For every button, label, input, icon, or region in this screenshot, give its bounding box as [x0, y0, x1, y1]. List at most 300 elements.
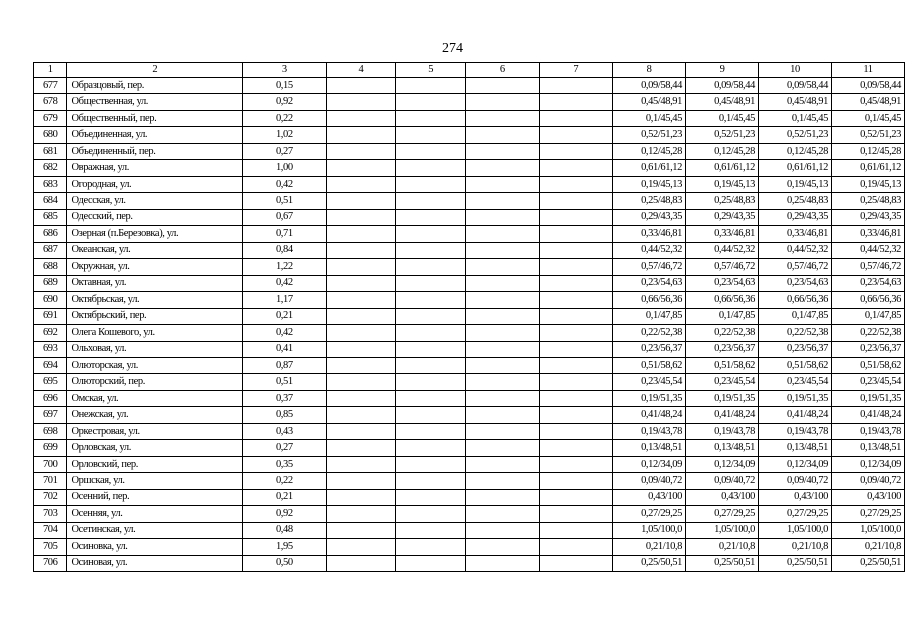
value-cell-col8: 0,19/43,78	[613, 423, 686, 439]
value-cell-col8: 0,25/48,83	[613, 193, 686, 209]
table-row	[34, 506, 905, 522]
empty-cell	[465, 357, 539, 373]
table-row	[34, 325, 905, 341]
value-cell-col8: 0,66/56,36	[613, 292, 686, 308]
header-row	[34, 63, 905, 78]
table-header	[34, 63, 905, 78]
empty-cell	[326, 78, 396, 94]
street-name-cell: Омская, ул.	[67, 390, 243, 406]
table-row	[34, 456, 905, 472]
table-row	[34, 357, 905, 373]
value-cell-col11: 0,23/56,37	[831, 341, 904, 357]
column-header-8: 8	[613, 63, 686, 78]
empty-cell	[326, 423, 396, 439]
row-number-cell: 704	[34, 522, 67, 538]
value-cell-col11: 0,19/43,78	[831, 423, 904, 439]
empty-cell	[539, 440, 613, 456]
value-cell-col9: 0,51/58,62	[686, 357, 759, 373]
length-cell: 0,42	[243, 325, 327, 341]
empty-cell	[396, 506, 466, 522]
value-cell-col11: 0,45/48,91	[831, 94, 904, 110]
empty-cell	[396, 357, 466, 373]
empty-cell	[539, 242, 613, 258]
empty-cell	[539, 193, 613, 209]
street-name-cell: Осиновка, ул.	[67, 539, 243, 555]
table-row	[34, 275, 905, 291]
length-cell: 0,85	[243, 407, 327, 423]
row-number-cell: 694	[34, 357, 67, 373]
value-cell-col9: 0,23/56,37	[686, 341, 759, 357]
table-row	[34, 127, 905, 143]
empty-cell	[465, 226, 539, 242]
street-name-cell: Оркестровая, ул.	[67, 423, 243, 439]
table-row	[34, 473, 905, 489]
value-cell-col11: 0,1/47,85	[831, 308, 904, 324]
value-cell-col8: 0,52/51,23	[613, 127, 686, 143]
value-cell-col9: 0,1/47,85	[686, 308, 759, 324]
empty-cell	[326, 325, 396, 341]
value-cell-col9: 0,13/48,51	[686, 440, 759, 456]
empty-cell	[539, 522, 613, 538]
empty-cell	[465, 275, 539, 291]
empty-cell	[396, 143, 466, 159]
value-cell-col10: 0,19/45,13	[758, 176, 831, 192]
value-cell-col8: 0,1/47,85	[613, 308, 686, 324]
empty-cell	[539, 456, 613, 472]
table-row	[34, 94, 905, 110]
empty-cell	[465, 440, 539, 456]
value-cell-col8: 0,41/48,24	[613, 407, 686, 423]
empty-cell	[396, 325, 466, 341]
table-row	[34, 308, 905, 324]
row-number-cell: 679	[34, 110, 67, 126]
street-name-cell: Образцовый, пер.	[67, 78, 243, 94]
row-number-cell: 700	[34, 456, 67, 472]
value-cell-col10: 0,09/40,72	[758, 473, 831, 489]
empty-cell	[465, 176, 539, 192]
row-number-cell: 695	[34, 374, 67, 390]
empty-cell	[465, 325, 539, 341]
street-name-cell: Осенняя, ул.	[67, 506, 243, 522]
street-name-cell: Орловская, ул.	[67, 440, 243, 456]
row-number-cell: 698	[34, 423, 67, 439]
row-number-cell: 703	[34, 506, 67, 522]
value-cell-col8: 1,05/100,0	[613, 522, 686, 538]
length-cell: 0,92	[243, 506, 327, 522]
row-number-cell: 685	[34, 209, 67, 225]
column-header-1: 1	[34, 63, 67, 78]
row-number-cell: 691	[34, 308, 67, 324]
length-cell: 0,71	[243, 226, 327, 242]
empty-cell	[396, 341, 466, 357]
row-number-cell: 682	[34, 160, 67, 176]
row-number-cell: 683	[34, 176, 67, 192]
empty-cell	[326, 193, 396, 209]
street-name-cell: Олега Кошевого, ул.	[67, 325, 243, 341]
value-cell-col11: 0,29/43,35	[831, 209, 904, 225]
value-cell-col8: 0,12/34,09	[613, 456, 686, 472]
length-cell: 0,27	[243, 143, 327, 159]
street-name-cell: Окружная, ул.	[67, 259, 243, 275]
row-number-cell: 699	[34, 440, 67, 456]
row-number-cell: 681	[34, 143, 67, 159]
street-name-cell: Океанская, ул.	[67, 242, 243, 258]
street-name-cell: Озерная (п.Березовка), ул.	[67, 226, 243, 242]
empty-cell	[465, 539, 539, 555]
value-cell-col10: 0,66/56,36	[758, 292, 831, 308]
value-cell-col10: 0,61/61,12	[758, 160, 831, 176]
empty-cell	[465, 390, 539, 406]
table-row	[34, 226, 905, 242]
value-cell-col11: 0,66/56,36	[831, 292, 904, 308]
value-cell-col10: 0,43/100	[758, 489, 831, 505]
empty-cell	[539, 226, 613, 242]
empty-cell	[465, 160, 539, 176]
empty-cell	[396, 226, 466, 242]
empty-cell	[396, 176, 466, 192]
street-name-cell: Общественный, пер.	[67, 110, 243, 126]
empty-cell	[326, 160, 396, 176]
empty-cell	[539, 94, 613, 110]
value-cell-col9: 0,29/43,35	[686, 209, 759, 225]
value-cell-col9: 0,45/48,91	[686, 94, 759, 110]
value-cell-col10: 0,27/29,25	[758, 506, 831, 522]
row-number-cell: 696	[34, 390, 67, 406]
value-cell-col11: 0,25/48,83	[831, 193, 904, 209]
street-name-cell: Общественная, ул.	[67, 94, 243, 110]
empty-cell	[326, 407, 396, 423]
street-name-cell: Ольховая, ул.	[67, 341, 243, 357]
value-cell-col9: 0,12/34,09	[686, 456, 759, 472]
empty-cell	[396, 539, 466, 555]
street-name-cell: Осенний, пер.	[67, 489, 243, 505]
value-cell-col10: 0,45/48,91	[758, 94, 831, 110]
value-cell-col9: 0,44/52,32	[686, 242, 759, 258]
value-cell-col8: 0,23/54,63	[613, 275, 686, 291]
street-name-cell: Овражная, ул.	[67, 160, 243, 176]
empty-cell	[396, 242, 466, 258]
empty-cell	[396, 423, 466, 439]
empty-cell	[396, 160, 466, 176]
column-header-10: 10	[758, 63, 831, 78]
empty-cell	[396, 456, 466, 472]
empty-cell	[326, 374, 396, 390]
column-header-7: 7	[539, 63, 613, 78]
empty-cell	[326, 390, 396, 406]
empty-cell	[326, 308, 396, 324]
empty-cell	[539, 357, 613, 373]
empty-cell	[326, 209, 396, 225]
empty-cell	[539, 78, 613, 94]
value-cell-col10: 0,52/51,23	[758, 127, 831, 143]
length-cell: 0,84	[243, 242, 327, 258]
value-cell-col11: 1,05/100,0	[831, 522, 904, 538]
street-name-cell: Одесская, ул.	[67, 193, 243, 209]
empty-cell	[539, 390, 613, 406]
street-name-cell: Олюторская, ул.	[67, 357, 243, 373]
value-cell-col9: 0,12/45,28	[686, 143, 759, 159]
length-cell: 0,22	[243, 473, 327, 489]
value-cell-col10: 0,1/45,45	[758, 110, 831, 126]
value-cell-col11: 0,33/46,81	[831, 226, 904, 242]
row-number-cell: 677	[34, 78, 67, 94]
street-name-cell: Объединенная, ул.	[67, 127, 243, 143]
empty-cell	[326, 357, 396, 373]
length-cell: 0,43	[243, 423, 327, 439]
value-cell-col11: 0,1/45,45	[831, 110, 904, 126]
column-header-3: 3	[243, 63, 327, 78]
empty-cell	[326, 489, 396, 505]
length-cell: 0,51	[243, 374, 327, 390]
empty-cell	[465, 308, 539, 324]
row-number-cell: 705	[34, 539, 67, 555]
row-number-cell: 680	[34, 127, 67, 143]
value-cell-col10: 0,13/48,51	[758, 440, 831, 456]
value-cell-col8: 0,25/50,51	[613, 555, 686, 571]
empty-cell	[396, 259, 466, 275]
value-cell-col8: 0,27/29,25	[613, 506, 686, 522]
value-cell-col11: 0,23/45,54	[831, 374, 904, 390]
value-cell-col10: 0,41/48,24	[758, 407, 831, 423]
row-number-cell: 693	[34, 341, 67, 357]
row-number-cell: 706	[34, 555, 67, 571]
empty-cell	[326, 440, 396, 456]
value-cell-col11: 0,21/10,8	[831, 539, 904, 555]
value-cell-col8: 0,33/46,81	[613, 226, 686, 242]
row-number-cell: 684	[34, 193, 67, 209]
value-cell-col11: 0,41/48,24	[831, 407, 904, 423]
value-cell-col10: 0,25/50,51	[758, 555, 831, 571]
value-cell-col10: 0,12/34,09	[758, 456, 831, 472]
length-cell: 0,48	[243, 522, 327, 538]
length-cell: 1,95	[243, 539, 327, 555]
row-number-cell: 686	[34, 226, 67, 242]
table-row	[34, 110, 905, 126]
empty-cell	[465, 456, 539, 472]
empty-cell	[539, 341, 613, 357]
length-cell: 1,00	[243, 160, 327, 176]
value-cell-col9: 0,09/58,44	[686, 78, 759, 94]
length-cell: 0,67	[243, 209, 327, 225]
table-row	[34, 522, 905, 538]
empty-cell	[396, 440, 466, 456]
length-cell: 0,50	[243, 555, 327, 571]
empty-cell	[539, 275, 613, 291]
empty-cell	[539, 308, 613, 324]
empty-cell	[326, 506, 396, 522]
street-name-cell: Осетинская, ул.	[67, 522, 243, 538]
table-row	[34, 555, 905, 571]
value-cell-col8: 0,09/40,72	[613, 473, 686, 489]
value-cell-col8: 0,23/45,54	[613, 374, 686, 390]
empty-cell	[539, 555, 613, 571]
table-row	[34, 242, 905, 258]
value-cell-col11: 0,23/54,63	[831, 275, 904, 291]
empty-cell	[326, 275, 396, 291]
table-row	[34, 176, 905, 192]
empty-cell	[396, 94, 466, 110]
empty-cell	[396, 473, 466, 489]
empty-cell	[326, 292, 396, 308]
value-cell-col11: 0,12/34,09	[831, 456, 904, 472]
empty-cell	[465, 407, 539, 423]
value-cell-col9: 0,09/40,72	[686, 473, 759, 489]
value-cell-col11: 0,19/45,13	[831, 176, 904, 192]
empty-cell	[539, 259, 613, 275]
streets-table	[33, 62, 905, 572]
empty-cell	[465, 127, 539, 143]
empty-cell	[465, 94, 539, 110]
empty-cell	[539, 374, 613, 390]
column-header-2: 2	[67, 63, 243, 78]
value-cell-col8: 0,29/43,35	[613, 209, 686, 225]
table-row	[34, 193, 905, 209]
value-cell-col11: 0,57/46,72	[831, 259, 904, 275]
length-cell: 0,41	[243, 341, 327, 357]
empty-cell	[539, 127, 613, 143]
street-name-cell: Октавная, ул.	[67, 275, 243, 291]
value-cell-col8: 0,13/48,51	[613, 440, 686, 456]
empty-cell	[326, 473, 396, 489]
value-cell-col11: 0,19/51,35	[831, 390, 904, 406]
value-cell-col11: 0,12/45,28	[831, 143, 904, 159]
length-cell: 0,87	[243, 357, 327, 373]
length-cell: 1,22	[243, 259, 327, 275]
table-row	[34, 423, 905, 439]
length-cell: 0,21	[243, 489, 327, 505]
empty-cell	[326, 341, 396, 357]
length-cell: 0,22	[243, 110, 327, 126]
value-cell-col10: 0,33/46,81	[758, 226, 831, 242]
table-row	[34, 390, 905, 406]
empty-cell	[465, 193, 539, 209]
empty-cell	[396, 292, 466, 308]
value-cell-col10: 0,23/54,63	[758, 275, 831, 291]
row-number-cell: 701	[34, 473, 67, 489]
empty-cell	[465, 209, 539, 225]
table-row	[34, 78, 905, 94]
value-cell-col9: 0,52/51,23	[686, 127, 759, 143]
empty-cell	[396, 127, 466, 143]
empty-cell	[539, 209, 613, 225]
empty-cell	[465, 341, 539, 357]
value-cell-col8: 0,19/51,35	[613, 390, 686, 406]
value-cell-col9: 0,1/45,45	[686, 110, 759, 126]
table-row	[34, 259, 905, 275]
value-cell-col11: 0,22/52,38	[831, 325, 904, 341]
empty-cell	[539, 539, 613, 555]
empty-cell	[465, 242, 539, 258]
table-row	[34, 539, 905, 555]
value-cell-col8: 0,19/45,13	[613, 176, 686, 192]
column-header-6: 6	[465, 63, 539, 78]
table-row	[34, 407, 905, 423]
table-row	[34, 143, 905, 159]
value-cell-col8: 0,44/52,32	[613, 242, 686, 258]
value-cell-col8: 0,51/58,62	[613, 357, 686, 373]
value-cell-col9: 0,66/56,36	[686, 292, 759, 308]
value-cell-col10: 0,12/45,28	[758, 143, 831, 159]
empty-cell	[465, 522, 539, 538]
length-cell: 0,42	[243, 176, 327, 192]
value-cell-col11: 0,25/50,51	[831, 555, 904, 571]
value-cell-col8: 0,09/58,44	[613, 78, 686, 94]
empty-cell	[396, 374, 466, 390]
empty-cell	[326, 522, 396, 538]
length-cell: 0,27	[243, 440, 327, 456]
value-cell-col9: 0,27/29,25	[686, 506, 759, 522]
value-cell-col9: 0,21/10,8	[686, 539, 759, 555]
value-cell-col9: 0,33/46,81	[686, 226, 759, 242]
value-cell-col10: 0,19/43,78	[758, 423, 831, 439]
empty-cell	[465, 489, 539, 505]
value-cell-col11: 0,44/52,32	[831, 242, 904, 258]
value-cell-col8: 0,45/48,91	[613, 94, 686, 110]
value-cell-col10: 1,05/100,0	[758, 522, 831, 538]
value-cell-col9: 0,25/50,51	[686, 555, 759, 571]
empty-cell	[326, 226, 396, 242]
value-cell-col10: 0,22/52,38	[758, 325, 831, 341]
column-header-4: 4	[326, 63, 396, 78]
empty-cell	[396, 209, 466, 225]
empty-cell	[396, 522, 466, 538]
row-number-cell: 702	[34, 489, 67, 505]
street-name-cell: Оршская, ул.	[67, 473, 243, 489]
empty-cell	[396, 407, 466, 423]
empty-cell	[396, 489, 466, 505]
table-row	[34, 209, 905, 225]
table-row	[34, 160, 905, 176]
value-cell-col11: 0,13/48,51	[831, 440, 904, 456]
value-cell-col11: 0,09/58,44	[831, 78, 904, 94]
value-cell-col10: 0,23/45,54	[758, 374, 831, 390]
street-name-cell: Огородная, ул.	[67, 176, 243, 192]
row-number-cell: 692	[34, 325, 67, 341]
street-name-cell: Одесский, пер.	[67, 209, 243, 225]
length-cell: 0,92	[243, 94, 327, 110]
value-cell-col10: 0,57/46,72	[758, 259, 831, 275]
value-cell-col11: 0,52/51,23	[831, 127, 904, 143]
value-cell-col11: 0,09/40,72	[831, 473, 904, 489]
row-number-cell: 697	[34, 407, 67, 423]
row-number-cell: 689	[34, 275, 67, 291]
value-cell-col8: 0,21/10,8	[613, 539, 686, 555]
value-cell-col8: 0,61/61,12	[613, 160, 686, 176]
length-cell: 0,51	[243, 193, 327, 209]
empty-cell	[539, 325, 613, 341]
empty-cell	[465, 110, 539, 126]
value-cell-col9: 0,19/43,78	[686, 423, 759, 439]
empty-cell	[539, 407, 613, 423]
street-name-cell: Онежская, ул.	[67, 407, 243, 423]
table-row	[34, 341, 905, 357]
value-cell-col8: 0,43/100	[613, 489, 686, 505]
row-number-cell: 687	[34, 242, 67, 258]
empty-cell	[539, 110, 613, 126]
empty-cell	[539, 423, 613, 439]
empty-cell	[396, 308, 466, 324]
value-cell-col10: 0,51/58,62	[758, 357, 831, 373]
length-cell: 0,21	[243, 308, 327, 324]
empty-cell	[326, 259, 396, 275]
value-cell-col10: 0,25/48,83	[758, 193, 831, 209]
value-cell-col8: 0,12/45,28	[613, 143, 686, 159]
empty-cell	[465, 78, 539, 94]
length-cell: 0,15	[243, 78, 327, 94]
value-cell-col9: 1,05/100,0	[686, 522, 759, 538]
empty-cell	[539, 473, 613, 489]
table-body	[34, 78, 905, 572]
